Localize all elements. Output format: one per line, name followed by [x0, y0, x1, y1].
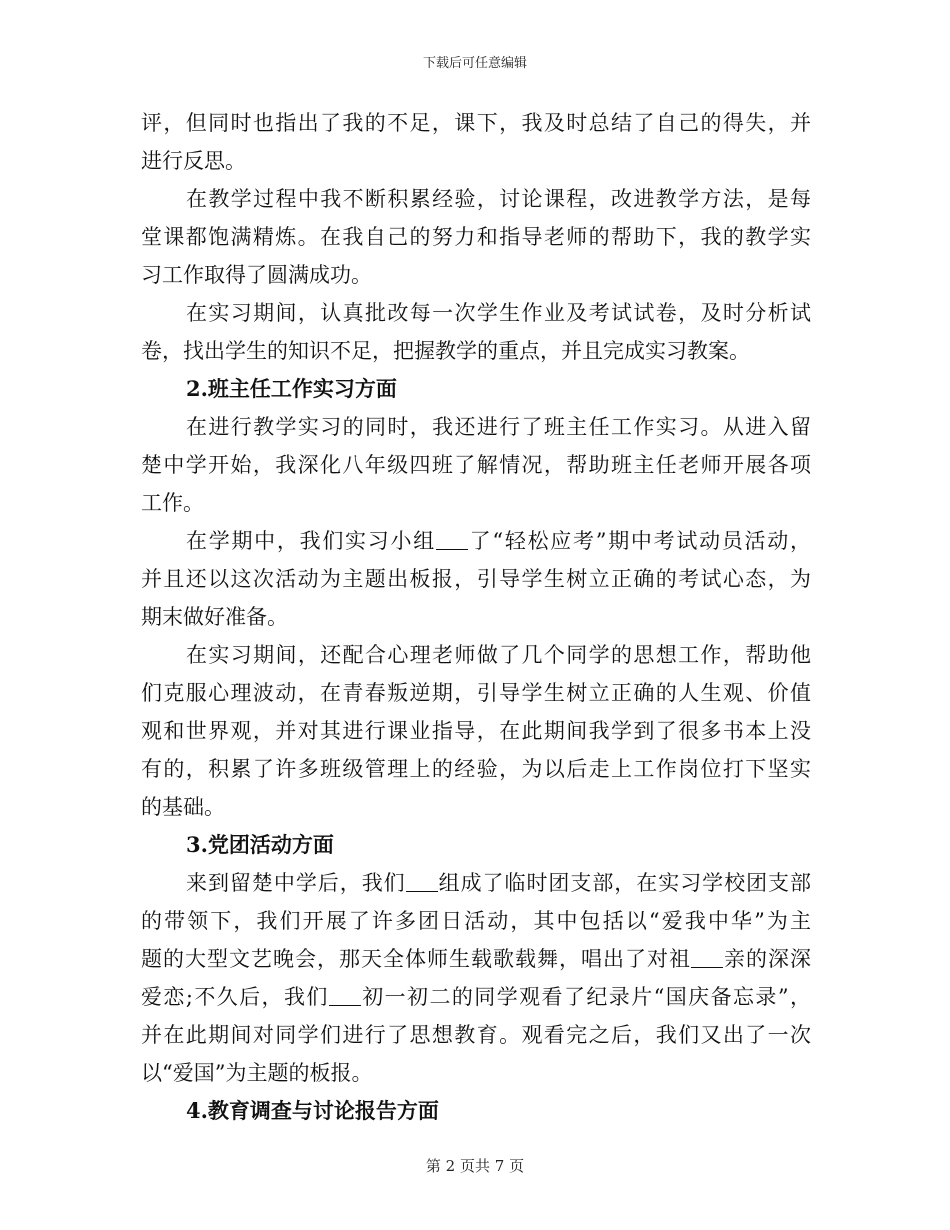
body-line: 题的大型文艺晚会，那天全体师生载歌载舞，唱出了对祖 亲的深深 [141, 947, 811, 971]
body-line: 们克服心理波动，在青春叛逆期，引导学生树立正确的人生观、价值 [141, 681, 811, 705]
document-body [141, 104, 811, 1130]
body-line: 以“爱国”为主题的板报。 [141, 1061, 373, 1085]
body-line: 卷，找出学生的知识不足，把握教学的重点，并且完成实习教案。 [141, 339, 750, 363]
body-line: 工作。 [141, 491, 204, 515]
body-line: 并且还以这次活动为主题出板报，引导学生树立正确的考试心态，为 [141, 567, 811, 591]
body-line: 习工作取得了圆满成功。 [141, 263, 372, 287]
section-heading: 4.教育调查与讨论报告方面 [186, 1098, 439, 1123]
fill-blank [329, 983, 361, 1006]
body-line: 的带领下，我们开展了许多团日活动，其中包括以“爱我中华”为主 [141, 909, 811, 933]
body-line: 在学期中，我们实习小组 了“轻松应考”期中考试动员活动， [186, 529, 811, 553]
section-heading: 2.班主任工作实习方面 [186, 376, 397, 401]
body-line: 进行反思。 [141, 149, 246, 173]
body-line: 期末做好准备。 [141, 605, 288, 629]
fill-blank [691, 945, 723, 968]
body-line: 在实习期间，认真批改每一次学生作业及考试试卷，及时分析试 [186, 301, 811, 325]
body-line: 评，但同时也指出了我的不足，课下，我及时总结了自己的得失，并 [141, 111, 811, 135]
page-header: 下载后可任意编辑 [422, 56, 527, 71]
body-line: 来到留楚中学后，我们 组成了临时团支部，在实习学校团支部 [186, 871, 811, 895]
fill-blank [406, 869, 438, 892]
body-line: 观和世界观，并对其进行课业指导，在此期间我学到了很多书本上没 [141, 719, 811, 743]
body-line: 的基础。 [141, 795, 225, 819]
body-line: 楚中学开始，我深化八年级四班了解情况，帮助班主任老师开展各项 [141, 453, 811, 477]
body-line: 在进行教学实习的同时，我还进行了班主任工作实习。从进入留 [186, 415, 811, 439]
section-heading: 3.党团活动方面 [186, 832, 334, 857]
body-line: 有的，积累了许多班级管理上的经验，为以后走上工作岗位打下坚实 [141, 757, 811, 781]
body-line: 在教学过程中我不断积累经验，讨论课程，改进教学方法，是每 [186, 187, 811, 211]
fill-blank [436, 527, 468, 550]
body-line: 在实习期间，还配合心理老师做了几个同学的思想工作，帮助他 [186, 643, 811, 667]
body-line: 爱恋;不久后，我们 初一初二的同学观看了纪录片“国庆备忘录”， [141, 985, 811, 1009]
body-line: 堂课都饱满精炼。在我自己的努力和指导老师的帮助下，我的教学实 [141, 225, 811, 249]
page-footer: 第 2 页共 7 页 [425, 1157, 525, 1175]
body-line: 并在此期间对同学们进行了思想教育。观看完之后，我们又出了一次 [141, 1023, 811, 1047]
